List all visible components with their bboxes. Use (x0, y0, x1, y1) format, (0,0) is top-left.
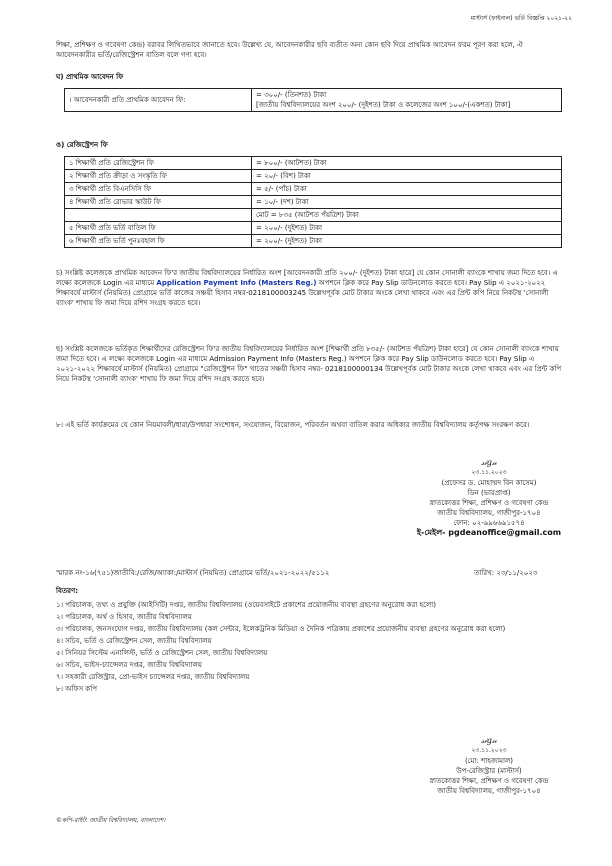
signer1-email: ই-মেইল- pgdeanoffice@gmail.com (416, 528, 562, 537)
reg-fee-row (65, 196, 562, 209)
fee-line-1: = ৩০০/- (তিনশত) টাকা (256, 91, 327, 99)
reg-fee-label-text: শিক্ষার্থী প্রতি ভর্তি বাতিল ফি (75, 224, 156, 232)
signature-block-2 (414, 736, 564, 796)
distribution-title: বিতরণ: (56, 587, 79, 595)
distribution-item: ৭। সহকারী রেজিস্ট্রার, প্রো-ভাইস চ্যান্সেলর দপ্তর, জাতীয় বিশ্ববিদ্যালয় (56, 673, 250, 681)
reg-fee-value: মোট = ৮৩৫ (আটশত পঁয়ত্রিশ) টাকা (252, 209, 562, 222)
distribution-item: ৮। অফিস কপি (56, 685, 97, 693)
reg-fee-label-text: শিক্ষার্থী প্রতি ক্রীড়া ও সংস্কৃতি ফি (75, 172, 167, 180)
signer2-date: ২৩.১১.২০২৩ (471, 747, 507, 754)
signer2-title: উপ-রেজিস্ট্রার (মাস্টার্স) (456, 767, 522, 775)
reg-fee-label (65, 222, 252, 235)
reg-fee-row (65, 209, 562, 222)
reg-fee-label-text: শিক্ষার্থী প্রতি বিএনসিসি ফি (75, 185, 152, 193)
section-gha-heading: ঘ) প্রাথমিক আবেদন ফি (56, 73, 124, 81)
reg-fee-value: = ১০/- (দশ) টাকা (252, 196, 562, 209)
reg-fee-value: = ২০০/- (দুইশত) টাকা (252, 222, 562, 235)
section-uo-heading: ঙ) রেজিস্ট্রেশন ফি (56, 141, 108, 149)
memo-date: তারিখ: ২৩/১১/২০২৩ (474, 569, 538, 577)
intro-text: শিক্ষা, প্রশিক্ষণ ও গবেষণা কেন্দ্র) বরাবর লিখিতভাবে জানাতে হবে। উল্লেখ্য যে, আবেদনকারীর ছবি ব্যতীত অন্য কোন ছবি দিয়ে প্রাথমিক আবেদন ফরম পূরণ করা হলে, ঐ আবেদনকারীর ভর্তি/রেজিস্ট্রেশন বাতিল বলে গণ্য হবে। (56, 41, 523, 59)
reg-fee-number: ৫ (69, 224, 74, 232)
reg-fee-label-text: শিক্ষার্থী প্রতি রেজিস্ট্রেশন ফি (75, 159, 154, 167)
signature-1: 𝓈𝒾𝑔𝓃 (481, 458, 497, 467)
registration-fee-table (64, 156, 562, 248)
reg-fee-label-text: শিক্ষার্থী প্রতি রোভার স্কাউট ফি (75, 198, 161, 206)
reg-fee-label (65, 196, 252, 209)
distribution-item: ৬। সচিব, ভাইস-চ্যান্সেলর দপ্তর, জাতীয় বিশ্ববিদ্যালয় (56, 661, 203, 669)
distribution-item: ৩। পরিচালক, জনসংযোগ দপ্তর, জাতীয় বিশ্ববিদ্যালয় (কল সেন্টার, ইলেকট্রনিক মিডিয়া ও দৈনিক পত্রিকায় প্রকাশের প্রয়োজনীয় ব্যবস্থা গ্রহণের অনুরোধ করা হলো) (56, 625, 506, 633)
reg-fee-number: ৬ (69, 237, 74, 245)
fee-label-cell: । আবেদনকারী প্রতি প্রাথমিক আবেদন ফি: (65, 89, 252, 112)
reg-fee-number: ৩ (69, 185, 74, 193)
copyright-footer: ©কপি-রাইট: জাতীয় বিশ্ববিদ্যালয়, বাংলাদেশ। (56, 817, 166, 824)
para-cha (56, 268, 562, 308)
signer1-office: স্নাতকোত্তর শিক্ষা, প্রশিক্ষণ ও গবেষণা কেন্দ্র (429, 499, 549, 507)
para-8: ৮। এই ভর্তি কার্যক্রমের যে কোন নিয়মাবলী/ধারা/উপধারা সংশোধন, সংযোজন, বিয়োজন, পরিবর্তন অথবা বাতিল করার অধিকার জাতীয় বিশ্ববিদ্যালয় কর্তৃপক্ষ সংরক্ষণ করে। (56, 421, 530, 429)
fee-value-cell (252, 89, 562, 112)
distribution-item: ২। পরিচালক, অর্থ ও হিসাব, জাতীয় বিশ্ববিদ্যালয় (56, 613, 192, 621)
reg-fee-row (65, 170, 562, 183)
reg-fee-value: = ২০/- (বিশ) টাকা (252, 170, 562, 183)
reg-fee-label (65, 235, 252, 248)
reg-fee-label (65, 170, 252, 183)
reg-fee-label (65, 157, 252, 170)
header-note: মাস্টার্স (ফাইনাল) ভর্তি বিজ্ঞপ্তি ২০২১-২২ (470, 15, 572, 22)
para-cha-part1: চ) সংশ্লিষ্ট কলেজকে প্রাথমিক আবেদন ফি'র জাতীয় বিশ্ববিদ্যালয়ের নির্ধারিত অংশ [আবেদনকারী প্রতি ২০০/- (দুইশত) টাকা হারে] যে কোন সোনালী ব্যাংকে শাখায় জমা দিতে হবে। এ লক্ষ্যে কলেজকে Login এর মাধ্যমে (56, 269, 558, 287)
reg-fee-value: = ৮০০/- (আটশত) টাকা (252, 157, 562, 170)
application-payment-info-link[interactable]: Application Payment Info (Masters Reg.) (156, 279, 317, 287)
signature-2: 𝓈𝒾𝑔𝓃 (481, 736, 497, 745)
distribution-item: ৫। সিনিয়র সিস্টেম এনালিস্ট, ভর্তি ও রেজিস্ট্রেশন সেল, জাতীয় বিশ্ববিদ্যালয় (56, 649, 268, 657)
distribution-item: ১। পরিচালক, তথ্য ও প্রযুক্তি (আইসিটি) দপ্তর, জাতীয় বিশ্ববিদ্যালয় (ওয়েবসাইটে প্রকাশের প্রয়োজনীয় ব্যবস্থা গ্রহণের অনুরোধ করা হলো) (56, 601, 436, 609)
fee-line-2: [জাতীয় বিশ্ববিদ্যালয়ের অংশ ২০০/- (দুইশত) টাকা ও কলেজের অংশ ১০০/-(একশত) টাকা] (256, 101, 511, 109)
reg-fee-number: ৪ (69, 198, 74, 206)
reg-fee-label-text: শিক্ষার্থী প্রতি ভর্তি পুনঃবহাল ফি (75, 237, 165, 245)
application-fee-table (64, 88, 562, 112)
signer1-title: ডিন (ভারপ্রাপ্ত) (467, 489, 511, 497)
reg-fee-row (65, 183, 562, 196)
reg-fee-value: = ৫/- (পাঁচ) টাকা (252, 183, 562, 196)
signer2-name: (মো: শাহজামাল) (464, 757, 514, 765)
reg-fee-label (65, 209, 252, 222)
reg-fee-row (65, 222, 562, 235)
fee-label: আবেদনকারী প্রতি প্রাথমিক আবেদন ফি: (73, 96, 186, 104)
reg-fee-value: = ২০০/- (দুইশত) টাকা (252, 235, 562, 248)
para-cha-part2: অপশনে ক্লিক করে Pay Slip ডাউনলোড করতে হবে। Pay Slip এ ২০২১-২০২২ শিক্ষাবর্ষে মাস্টার্স (নিয়মিত) প্রোগ্রামে ভর্তি কাজের সঞ্চয়ী হিসাব নম্বর-0218100003245 উল্লেখপূর্বক মোট টাকার অংকে লেখা থাকবে এবং এর প্রিন্ট কপি নিয়ে নিকটস্থ 'সোনালী ব্যাংক' শাখায় ফি জমা দিয়ে রশিদ সংগ্রহ করতে হবে। (56, 279, 549, 307)
signer1-date: ২৩.১১.২০২৩ (471, 469, 507, 476)
para-chha: ছ) সংশ্লিষ্ট কলেজকে ভর্তিকৃত শিক্ষার্থীদের রেজিস্ট্রেশন ফি'র জাতীয় বিশ্ববিদ্যালয়ের নির্ধারিত অংশ [শিক্ষার্থী প্রতি ৮৩৫/- (আটশত পঁয়ত্রিশ) টাকা হারে] যে কোন সোনালী ব্যাংকে শাখায় জমা দিতে হবে। এ লক্ষ্যে কলেজকে Login এর মাধ্যমে Admission Payment Info (Masters Reg.) অপশনে ক্লিক করে Pay Slip ডাউনলোড করতে হবে। Pay Slip এ ২০২১-২০২২ শিক্ষাবর্ষে মাস্টার্স (নিয়মিত) প্রোগ্রামে "রেজিস্ট্রেশন ফি" খাতের সঞ্চয়ী হিসাব নম্বর- 0218100000134 উল্লেখপূর্বক মোট টাকার অংকে লেখা থাকবে এবং এর প্রিন্ট কপি নিয়ে নিকটস্থ 'সোনালী ব্যাংক' শাখায় ফি জমা দিয়ে রশিদ সংগ্রহ করতে হবে। (56, 345, 562, 383)
signature-block-1 (414, 458, 564, 538)
reg-fee-label (65, 183, 252, 196)
signer1-univ: জাতীয় বিশ্ববিদ্যালয়, গাজীপুর-১৭০৪ (437, 509, 541, 517)
memo-number: স্মারক নং-১৬(৭৫১)জাতীবি:/রেজি/অ্যাকা:/মাস্টার্স (নিয়মিত) প্রোগ্রামে ভর্তি/২০২১-২০২২/৫১১২ (56, 569, 330, 577)
signer2-office: স্নাতকোত্তর শিক্ষা, প্রশিক্ষণ ও গবেষণা কেন্দ্র (429, 777, 549, 785)
reg-fee-row (65, 235, 562, 248)
reg-fee-number: ১ (69, 159, 74, 167)
distribution-item: ৪। সচিব, ভর্তি ও রেজিস্ট্রেশন সেল, জাতীয় বিশ্ববিদ্যালয় (56, 637, 212, 645)
distribution-list (56, 600, 562, 696)
signer1-name: (প্রফেসর ড. মোহাম্মদ বিন কাসেম) (441, 479, 537, 487)
reg-fee-number: ২ (69, 172, 74, 180)
reg-fee-row (65, 157, 562, 170)
signer2-univ: জাতীয় বিশ্ববিদ্যালয়, গাজীপুর-১৭০৪ (437, 787, 541, 795)
signer1-phone: ফোন: ০২-৯৯৬৬৯১৫৭৪ (453, 519, 525, 527)
